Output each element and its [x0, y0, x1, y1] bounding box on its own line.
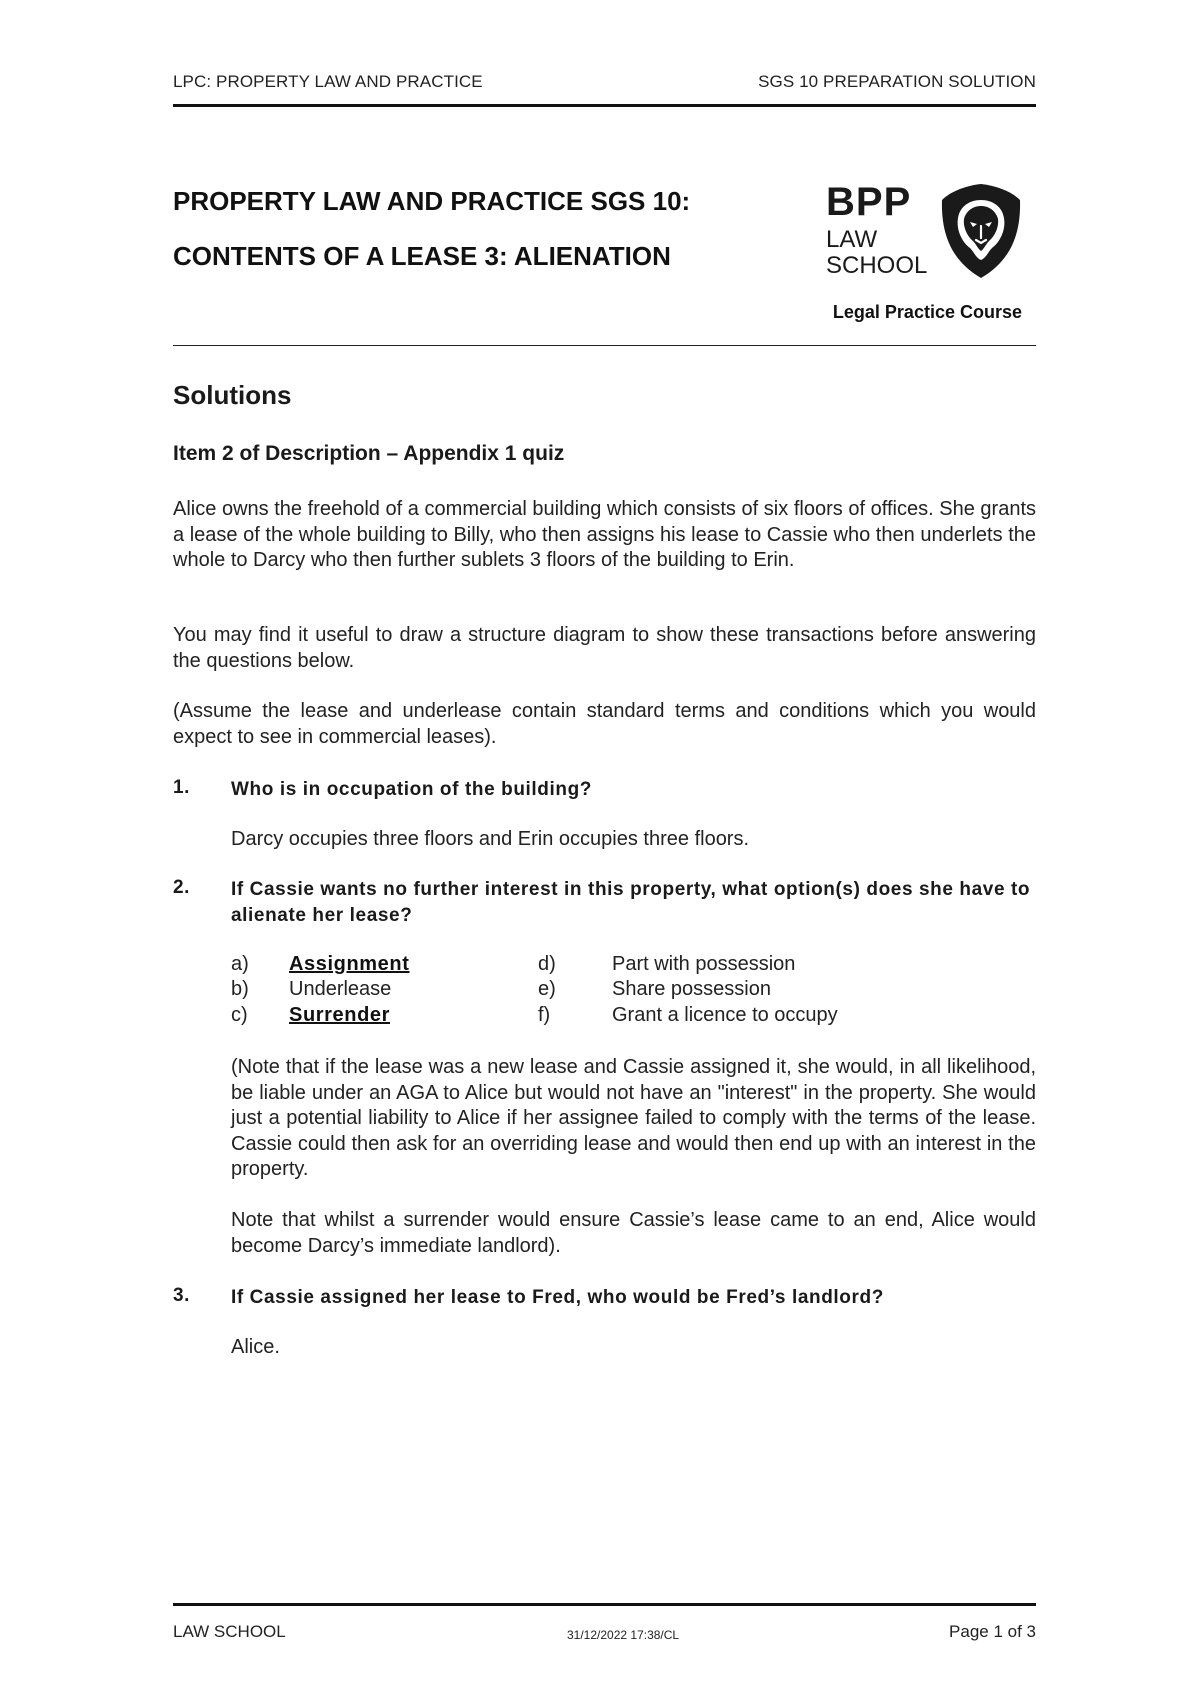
title-line-1: PROPERTY LAW AND PRACTICE SGS 10:	[173, 186, 691, 216]
logo-brand: BPP	[826, 180, 912, 224]
option-a-label: Assignment	[289, 953, 410, 975]
header-rule	[173, 104, 1036, 107]
question-3-number: 3.	[173, 1285, 191, 1306]
intro-paragraph-3: (Assume the lease and underlease contain standard terms and conditions which you would expect to see in commercial leases).	[173, 700, 1036, 748]
title-line-2: CONTENTS OF A LEASE 3: ALIENATION	[173, 241, 671, 271]
option-e-letter: e)	[538, 978, 556, 1000]
lion-shield-icon	[940, 182, 1022, 280]
option-a-letter: a)	[231, 953, 249, 975]
header-left: LPC: PROPERTY LAW AND PRACTICE	[173, 72, 483, 91]
logo-tagline: Legal Practice Course	[832, 302, 1022, 322]
option-d-label: Part with possession	[612, 953, 796, 975]
question-2-note-1: (Note that if the lease was a new lease and Cassie assigned it, she would, in all likelihood, be liable under an AGA to Alice but would not have an "interest" in the property. She would just a potential liability to Alice if her assignee failed to comply with the terms of the lease. Cassie could then ask for an overriding lease and would then end up with an interest in the property.	[231, 1056, 1036, 1180]
intro-paragraph-1: Alice owns the freehold of a commercial building which consists of six floors of offices. She grants a lease of the whole building to Billy, who then assigns his lease to Cassie who then underlets the whole to Darcy who then further sublets 3 floors of the building to Erin.	[173, 498, 1036, 571]
question-2-number: 2.	[173, 877, 191, 898]
option-d-letter: d)	[538, 953, 556, 975]
option-e-label: Share possession	[612, 978, 771, 1000]
question-2-text: If Cassie wants no further interest in this property, what option(s) does she have to alienate her lease?	[231, 879, 1031, 926]
question-1-number: 1.	[173, 777, 191, 798]
question-3-text: If Cassie assigned her lease to Fred, who would be Fred’s landlord?	[231, 1287, 884, 1308]
option-b-label: Underlease	[289, 978, 392, 1000]
footer-rule	[173, 1603, 1036, 1606]
logo-law: LAW	[826, 226, 878, 253]
question-1-text: Who is in occupation of the building?	[231, 779, 592, 800]
logo-school: SCHOOL	[826, 252, 928, 279]
question-3-answer: Alice.	[231, 1336, 280, 1358]
item-heading: Item 2 of Description – Appendix 1 quiz	[173, 442, 565, 465]
option-b-letter: b)	[231, 978, 249, 1000]
page-number: Page 1 of 3	[949, 1622, 1036, 1641]
footer-left: LAW SCHOOL	[173, 1622, 286, 1641]
option-c-label: Surrender	[289, 1004, 390, 1026]
option-f-letter: f)	[538, 1004, 551, 1026]
question-1-answer: Darcy occupies three floors and Erin occupies three floors.	[231, 828, 750, 850]
footer-timestamp: 31/12/2022 17:38/CL	[567, 1628, 680, 1642]
option-f-label: Grant a licence to occupy	[612, 1004, 838, 1026]
solutions-heading: Solutions	[173, 380, 292, 410]
intro-paragraph-2: You may find it useful to draw a structure diagram to show these transactions before answering the questions below.	[173, 624, 1036, 672]
title-rule	[173, 345, 1036, 346]
header-right: SGS 10 PREPARATION SOLUTION	[758, 72, 1036, 91]
question-2-note-2: Note that whilst a surrender would ensure Cassie’s lease came to an end, Alice would become Darcy’s immediate landlord).	[231, 1209, 1036, 1257]
option-c-letter: c)	[231, 1004, 248, 1026]
